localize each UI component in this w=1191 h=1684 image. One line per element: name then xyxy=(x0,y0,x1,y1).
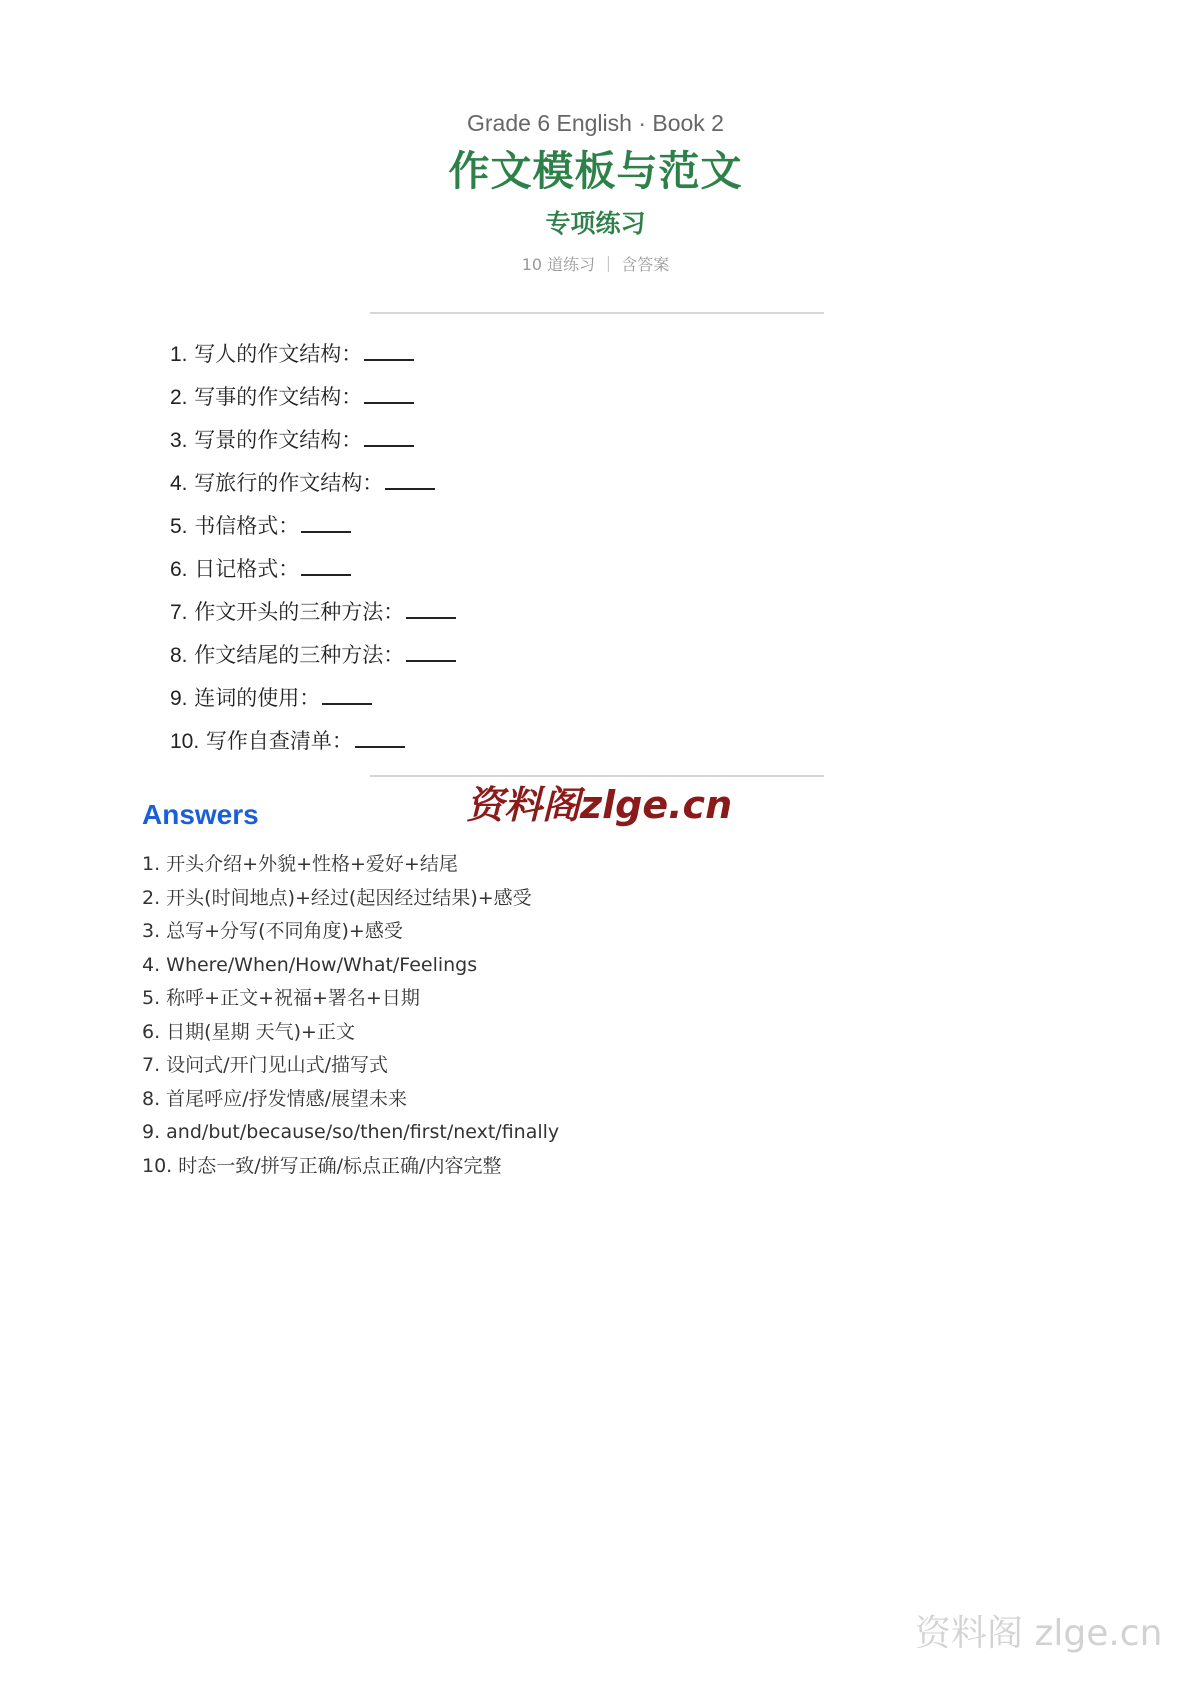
question-item xyxy=(170,720,456,763)
question-text: 书信格式： xyxy=(194,514,300,538)
answer-blank xyxy=(406,642,456,662)
answer-blank xyxy=(301,513,351,533)
question-number: 5. xyxy=(170,515,188,538)
question-item xyxy=(170,634,456,677)
question-item xyxy=(170,505,456,548)
answer-item: 8. 首尾呼应/抒发情感/展望未来 xyxy=(142,1087,407,1110)
question-item xyxy=(170,591,456,634)
question-number: 8. xyxy=(170,644,188,667)
question-number: 1. xyxy=(170,343,188,366)
top-divider xyxy=(370,312,824,314)
answer-item: 2. 开头(时间地点)+经过(起因经过结果)+感受 xyxy=(142,886,532,909)
question-number: 7. xyxy=(170,601,188,624)
question-item xyxy=(170,548,456,591)
answer-item: 4. Where/When/How/What/Feelings xyxy=(142,953,478,976)
question-text: 写景的作文结构： xyxy=(194,428,363,452)
answer-item: 10. 时态一致/拼写正确/标点正确/内容完整 xyxy=(142,1154,502,1177)
question-number: 2. xyxy=(170,386,188,409)
watermark-logo: 资料阁zlge.cn xyxy=(466,783,733,827)
answer-item: 3. 总写+分写(不同角度)+感受 xyxy=(142,920,403,942)
answers-heading: Answers xyxy=(142,799,259,830)
question-number: 10. xyxy=(170,730,200,753)
question-number: 6. xyxy=(170,558,188,581)
question-text: 作文结尾的三种方法： xyxy=(194,643,405,667)
footer-watermark: 资料阁 zlge.cn xyxy=(915,1613,1163,1654)
question-number: 4. xyxy=(170,472,188,495)
page-subtitle: 专项练习 xyxy=(545,209,646,238)
answer-blank xyxy=(355,728,405,748)
question-text: 连词的使用： xyxy=(194,686,321,710)
document-header xyxy=(0,108,1191,276)
question-text: 写人的作文结构： xyxy=(194,342,363,366)
answer-blank xyxy=(406,599,456,619)
answer-list xyxy=(142,848,559,1183)
answer-item: 1. 开头介绍+外貌+性格+爱好+结尾 xyxy=(142,853,458,875)
question-item xyxy=(170,677,456,720)
question-item xyxy=(170,376,456,419)
question-text: 写事的作文结构： xyxy=(194,385,363,409)
question-list xyxy=(170,333,456,763)
question-number: 3. xyxy=(170,429,188,452)
answer-item: 9. and/but/because/so/then/first/next/finally xyxy=(142,1121,560,1143)
question-text: 日记格式： xyxy=(194,557,300,581)
answer-item: 6. 日期(星期 天气)+正文 xyxy=(142,1020,355,1043)
subject-line: Grade 6 English · Book 2 xyxy=(467,110,724,136)
answer-item: 7. 设问式/开门见山式/描写式 xyxy=(142,1054,388,1076)
question-item xyxy=(170,462,456,505)
answer-blank xyxy=(385,470,435,490)
exercise-meta: 10 道练习 ｜ 含答案 xyxy=(521,255,670,274)
question-item xyxy=(170,419,456,462)
answer-blank xyxy=(364,384,414,404)
answer-blank xyxy=(364,341,414,361)
answer-item: 5. 称呼+正文+祝福+署名+日期 xyxy=(142,987,420,1009)
answer-blank xyxy=(322,685,372,705)
question-text: 写作自查清单： xyxy=(205,729,353,753)
question-item xyxy=(170,333,456,376)
answers-divider xyxy=(370,775,824,777)
page-title: 作文模板与范文 xyxy=(448,147,743,195)
question-text: 作文开头的三种方法： xyxy=(194,600,405,624)
question-number: 9. xyxy=(170,687,188,710)
answer-blank xyxy=(364,427,414,447)
question-text: 写旅行的作文结构： xyxy=(194,471,384,495)
answer-blank xyxy=(301,556,351,576)
